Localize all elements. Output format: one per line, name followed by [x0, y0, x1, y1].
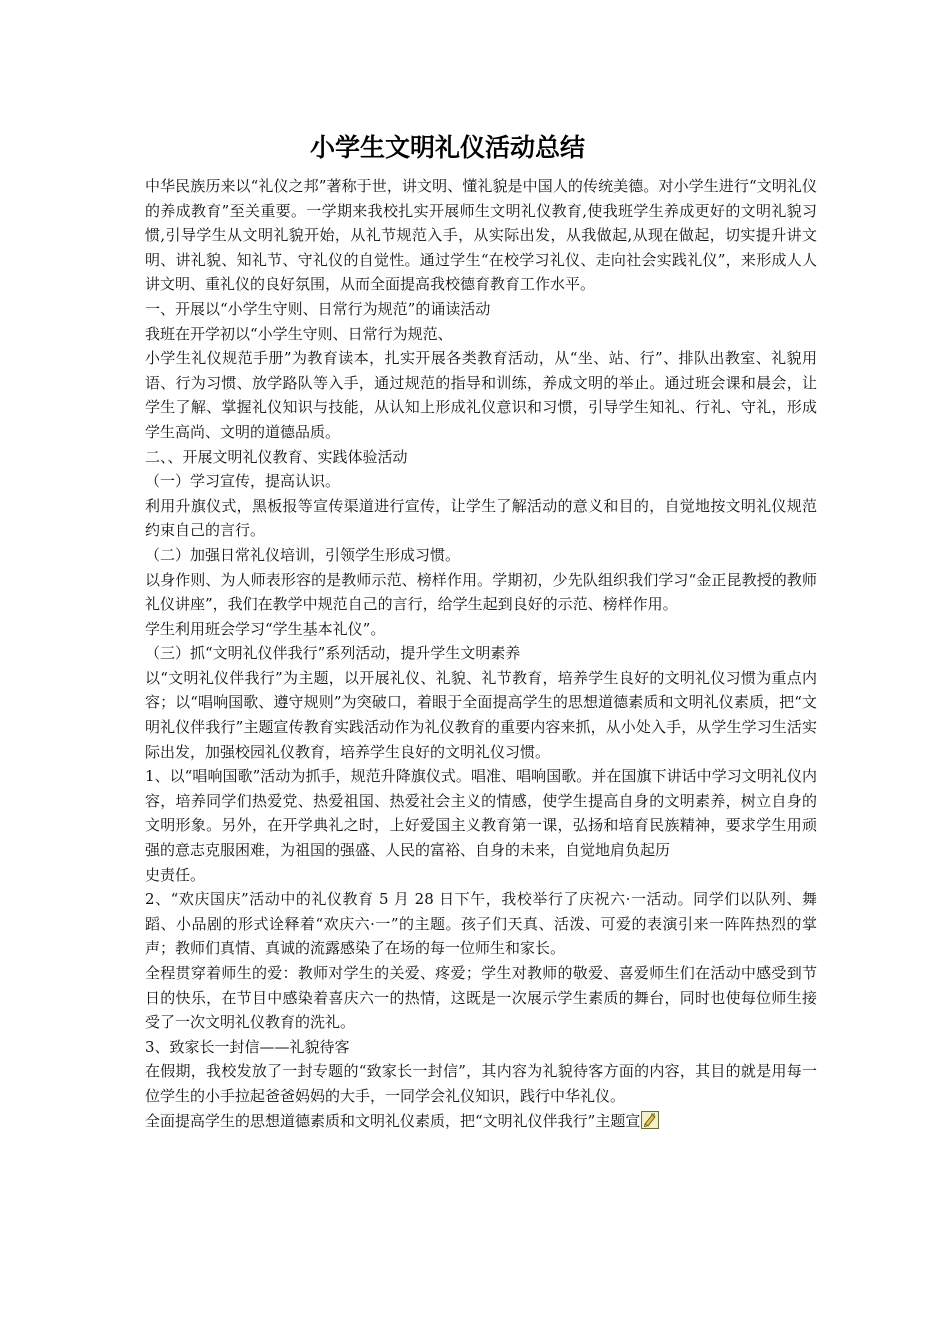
item-3-heading: 3、致家长一封信——礼貌待客: [145, 1037, 350, 1056]
intro-paragraph: 中华民族历来以“礼仪之邦”著称于世，讲文明、懂礼貌是中国人的传统美德。对小学生进行“文明礼仪的养成教育”至关重要。一学期来我校扎实开展师生文明礼仪教育,使我班学生养成更好的文明礼貌习惯,引导学生从文明礼貌开始，从礼节规范入手，从实际出发，从我做起,从现在做起，切实提升讲文明、讲礼貌、知礼节、守礼仪的自觉性。通过学生“在校学习礼仪、走向社会实践礼仪”，来形成人人讲文明、重礼仪的良好氛围，从而全面提高我校德育教育工作水平。: [145, 177, 817, 294]
paragraph-2-2: 以身作则、为人师表形容的是教师示范、榜样作用。学期初，少先队组织我们学习“金正昆教授的教师礼仪讲座”，我们在教学中规范自己的言行，给学生起到良好的示范、榜样作用。: [145, 570, 817, 614]
paragraph-2-3: 以“文明礼仪伴我行”为主题，以开展礼仪、礼貌、礼节教育，培养学生良好的文明礼仪习惯为重点内容；以“唱响国歌、遵守规则”为突破口，着眼于全面提高学生的思想道德素质和文明礼仪素质，把“文明礼仪伴我行”主题宣传教育实践活动作为礼仪教育的重要内容来抓，从小处入手，从学生学习生活实际出发，加强校园礼仪教育，培养学生良好的文明礼仪习惯。: [145, 668, 817, 761]
item-2-paragraph: 2、“欢庆国庆”活动中的礼仪教育 5 月 28 日下午，我校举行了庆祝六·一活动。同学们以队列、舞蹈、小品剧的形式诠释着“欢庆六·一”的主题。孩子们天真、活泼、可爱的表演引来一阵阵热烈的掌声；教师们真情、真诚的流露感染了在场的每一位师生和家长。: [145, 890, 817, 958]
subheading-2-1: （一）学习宣传，提高认识。: [145, 472, 341, 491]
section-heading-1: 一、开展以“小学生守则、日常行为规范”的诵读活动: [145, 299, 491, 318]
document-edit-icon: [641, 1111, 659, 1129]
subheading-2-3: （三）抓“文明礼仪伴我行”系列活动，提升学生文明素养: [145, 644, 521, 663]
item-2-continuation: 全程贯穿着师生的爱：教师对学生的关爱、疼爱；学生对教师的敬爱、喜爱师生们在活动中感受到节日的快乐，在节目中感染着喜庆六一的热情，这既是一次展示学生素质的舞台，同时也使每位师生接受了一次文明礼仪教育的洗礼。: [145, 964, 817, 1032]
item-1-continuation: 史责任。: [145, 865, 206, 884]
subheading-2-2: （二）加强日常礼仪培训，引领学生形成习惯。: [145, 545, 461, 564]
paragraph-1b: 小学生礼仪规范手册”为教育读本，扎实开展各类教育活动，从“坐、站、行”、排队出教室、礼貌用语、行为习惯、放学路队等入手，通过规范的指导和训练，养成文明的举止。通过班会课和晨会，让学生了解、掌握礼仪知识与技能，从认知上形成礼仪意识和习惯，引导学生知礼、行礼、守礼，形成学生高尚、文明的道德品质。: [145, 349, 817, 441]
item-3-paragraph: 在假期，我校发放了一封专题的“致家长一封信”，其内容为礼貌待客方面的内容，其目的就是用每一位学生的小手拉起爸爸妈妈的大手，一同学会礼仪知识，践行中华礼仪。: [145, 1062, 817, 1105]
document-title: 小学生文明礼仪活动总结: [309, 133, 585, 162]
final-line: [145, 1109, 817, 1134]
item-1-paragraph: 1、以“唱响国歌”活动为抓手，规范升降旗仪式。唱准、唱响国歌。并在国旗下讲话中学习文明礼仪内容，培养同学们热爱党、热爱祖国、热爱社会主义的情感，使学生提高自身的文明素养，树立自身的文明形象。另外，在开学典礼之时，上好爱国主义教育第一课，弘扬和培育民族精神，要求学生用顽强的意志克服困难，为祖国的强盛、人民的富裕、自身的未来，自觉地肩负起历: [145, 767, 817, 860]
section-heading-2: 二、、开展文明礼仪教育、实践体验活动: [145, 447, 408, 466]
paragraph-1a: 我班在开学初以“小学生守则、日常行为规范、: [145, 324, 453, 343]
paragraph-2-1: 利用升旗仪式，黑板报等宣传渠道进行宣传，让学生了解活动的意义和目的，自觉地按文明礼仪规范约束自己的言行。: [145, 496, 817, 540]
final-line-text: 全面提高学生的思想道德素质和文明礼仪素质，把“文明礼仪伴我行”主题宣: [145, 1111, 641, 1130]
paragraph-2-2b: 学生利用班会学习“学生基本礼仪”。: [145, 619, 386, 638]
document-body: [145, 174, 817, 1133]
